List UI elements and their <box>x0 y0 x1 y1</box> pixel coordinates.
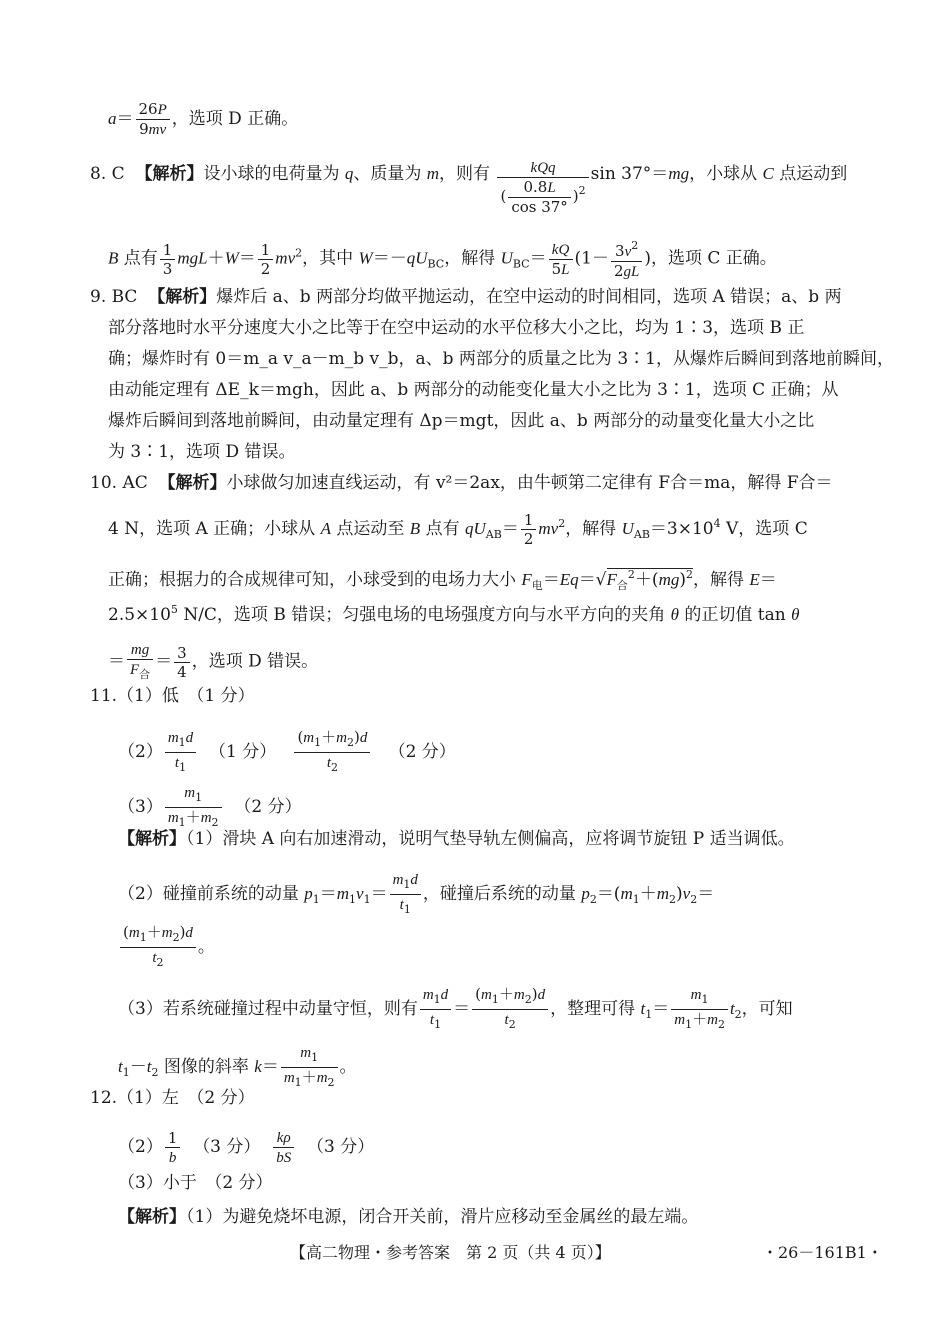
q9-line-6: 为 3∶1，选项 D 错误。 <box>108 442 296 462</box>
q10-line-2: 4 N，选项 A 正确；小球从 A 点运动至 B 点有 $qU_{AB}=$ $\frac{1}{2}$ $mv^2$，解得 $U_{AB}=3\times 10^4$ V，选项 C <box>108 511 808 548</box>
q8-line-1: 8. C 【解析】设小球的电荷量为 q、质量为 m，则有 kQq ( $\frac{0.8L}{\cos 37^\circ}$ )$^2$ sin 37°＝mg，小球从 C 点运动到 <box>90 160 848 216</box>
q10-line-3: 正确；根据力的合成规律可知，小球受到的电场力大小 $F_电=Eq=√F_合^2+(mg)^2$，解得 E＝ <box>108 568 777 592</box>
q10-line-4: $2.5\times 10^5$ N/C，选项 B 错误；匀强电场的电场强度方向与水平方向的夹角 θ 的正切值 tan θ <box>108 603 800 625</box>
q9-line-1: 9. BC 【解析】爆炸后 a、b 两部分均做平抛运动，在空中运动的时间相同，选项 A 错误；a、b 两 <box>90 287 842 307</box>
q9-line-2: 部分落地时水平分速度大小之比等于在空中运动的水平位移大小之比，均为 1∶3，选项 B 正 <box>108 318 805 338</box>
q9-line-3: 确；爆炸时有 0＝m_a v_a－m_b v_b，a、b 两部分的质量之比为 3∶1，从爆炸后瞬间到落地前瞬间， <box>108 349 894 369</box>
q11-line-2: （2） $\frac{m_1d}{t_1}$ （1 分） $\frac{(m_1+m_2)d}{t_2}$ （2 分） <box>118 728 456 774</box>
q10-line-1: 10. AC 【解析】小球做匀加速直线运动，有 v²＝2ax，由牛顿第二定律有 F合＝ma，解得 F合＝ <box>90 473 833 493</box>
q11-analysis-5: $t_1-t_2$ 图像的斜率 k＝ $\frac{m_1}{m_1+m_2}$ 。 <box>118 1045 357 1089</box>
q11-analysis-1: 【解析】（1）滑块 A 向右加速滑动，说明气垫导轨左侧偏高，应将调节旋钮 P 适当调低。 <box>118 829 795 849</box>
q12-line-1: 12.（1）左 （2 分） <box>90 1088 255 1108</box>
line-1: a＝ $\frac{26P}{9mv}$ ，选项 D 正确。 <box>108 100 299 138</box>
footer-title: 【高二物理・参考答案 第 2 页（共 4 页）】 <box>290 1243 611 1262</box>
q9-line-4: 由动能定理有 ΔE_k＝mgh，因此 a、b 两部分的动能变化量大小之比为 3∶1，选项 C 正确；从 <box>108 380 839 400</box>
q11-line-1: 11.（1）低 （1 分） <box>90 686 255 706</box>
q12-line-2: （2） $\frac{1}{b}$ （3 分） $\frac{k\rho}{bS}$ （3 分） <box>118 1128 375 1166</box>
q10-line-5: ＝ $\frac{mg}{F_合}$ ＝ $\frac{3}{4}$ ，选项 D 错误。 <box>108 642 319 681</box>
q12-analysis-1: 【解析】（1）为避免烧坏电源，闭合开关前，滑片应移动至金属丝的最左端。 <box>118 1207 699 1227</box>
q9-line-5: 爆炸后瞬间到落地前瞬间，由动量定理有 Δp＝mgt，因此 a、b 两部分的动量变化量大小之比 <box>108 411 815 431</box>
q11-analysis-3: $\frac{(m_1+m_2)d}{t_2}$ 。 <box>118 923 215 972</box>
q11-analysis-4: （3）若系统碰撞过程中动量守恒，则有 $\frac{m_1d}{t_1}$ ＝ $\frac{(m_1+m_2)d}{t_2}$ ，整理可得 $t_1=$ $\frac{m_1}{m_1+m_2}$ $t_2$，可知 <box>118 985 793 1031</box>
footer-code: ・26－161B1・ <box>762 1243 883 1262</box>
q11-analysis-2: （2）碰撞前系统的动量 $p_1=m_1v_1=$ $\frac{m_1d}{t_1}$ ，碰撞后系统的动量 $p_2=(m_1+m_2)v_2=$ <box>118 872 715 916</box>
q12-line-3: （3）小于 （2 分） <box>118 1173 273 1193</box>
q8-line-2: B 点有 $\frac{1}{3}$ mgL＋W＝ $\frac{1}{2}$ $mv^2$，其中 $W=-qU_{BC}$，解得 $U_{BC}=$ $\frac{kQ}{5L}$ (1－ $\frac{3v^2}{2gL}$ )，选项 C 正确。 <box>108 239 777 280</box>
q11-line-3: （3） $\frac{m_1}{m_1+m_2}$ （2 分） <box>118 785 302 829</box>
